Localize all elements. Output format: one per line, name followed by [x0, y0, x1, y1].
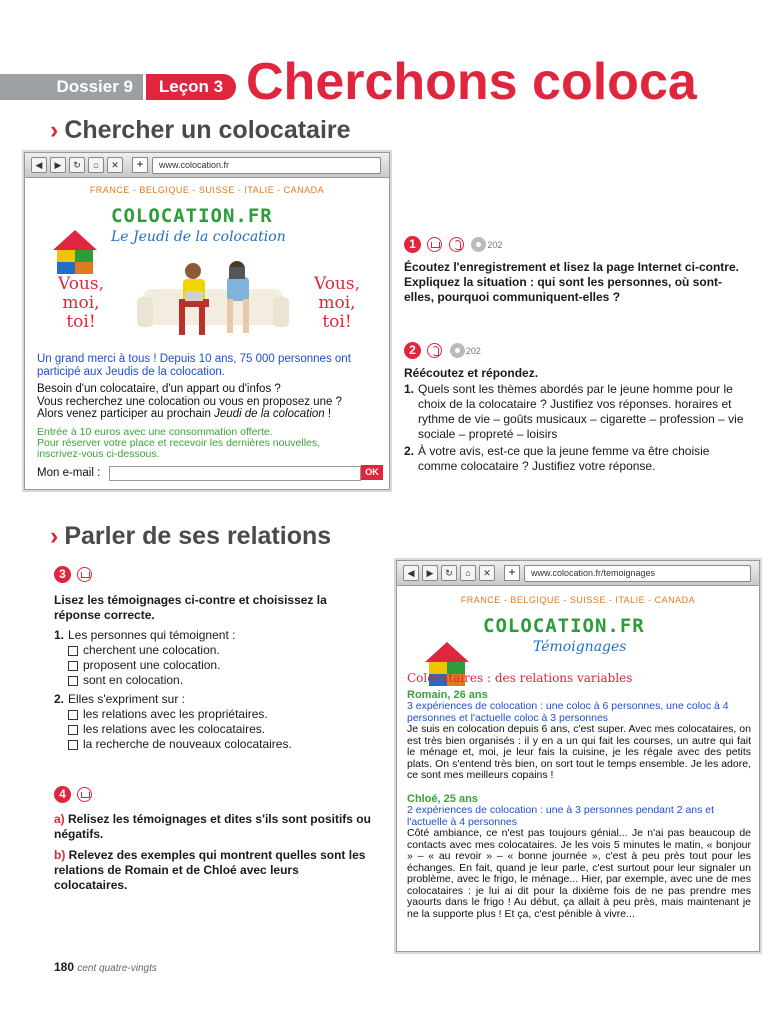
- new-tab-icon[interactable]: +: [504, 565, 520, 581]
- browser-window-colocation: [24, 152, 390, 490]
- cd-icon: [450, 343, 465, 358]
- vous-moi-toi-left: Vous, moi, toi!: [57, 274, 105, 332]
- countries-line: FRANCE - BELGIQUE - SUISSE - ITALIE - CANADA: [460, 595, 696, 605]
- testimonial-name: Chloé, 25 ans: [407, 793, 478, 805]
- lecon-label: Leçon 3: [146, 74, 236, 100]
- forward-icon[interactable]: ▶: [50, 157, 66, 173]
- activity-3-heading: Lisez les témoignages ci-contre et choisissez la réponse correcte.: [54, 593, 327, 622]
- dossier-label: Dossier 9: [0, 74, 143, 100]
- testimonial-chloe: [407, 793, 751, 920]
- reload-icon[interactable]: ↻: [69, 157, 85, 173]
- site-logo-text: COLOCATION.FR: [111, 205, 273, 227]
- home-icon[interactable]: ⌂: [460, 565, 476, 581]
- book-icon: [427, 237, 442, 252]
- testimonial-romain: [407, 689, 751, 782]
- email-input[interactable]: [109, 466, 361, 481]
- address-bar[interactable]: www.colocation.fr: [152, 157, 381, 174]
- intro-thanks-text: Un grand merci à tous ! Depuis 10 ans, 75 000 personnes ont participé aux Jeudis de la colocation.: [37, 353, 351, 378]
- book-icon: [77, 567, 92, 582]
- vous-moi-toi-right: Vous, moi, toi!: [313, 274, 361, 332]
- house-logo-icon: [51, 228, 97, 274]
- address-bar[interactable]: www.colocation.fr/temoignages: [524, 565, 751, 582]
- page-number: 180: [54, 960, 75, 974]
- cd-icon: [471, 237, 486, 252]
- activity-2-header: 2 202: [404, 342, 481, 360]
- activity-4-header: 4: [54, 786, 92, 804]
- checkbox-option[interactable]: les relations avec les propriétaires.: [54, 707, 374, 722]
- site-tagline: Le Jeudi de la colocation: [111, 229, 286, 245]
- reload-icon[interactable]: ↻: [441, 565, 457, 581]
- activity-number: 1: [404, 236, 421, 253]
- testimonial-text: Côté ambiance, ce n'est pas toujours génial... Je n'ai pas beaucoup de contacts avec mes colocataires. Je les vois 5 minutes le matin, « bonjour » – « au revoir » – « bonne journée », c'est à peu près tout pour les échanges. En fait, quand je leur parle, c'est surtout pour leur signaler un problème, avec le frigo, le ménage... Hier, par exemple, avec une de mes colocataires : je lui ai dit pour la dixième fois de ne pas prendre mes yaourts dans le frigo ! Au début, ça allait à peu près, mais maintenant je ne la supporte plus ! Et ça, c'est pénible à vivre...: [407, 827, 751, 920]
- checkbox-option[interactable]: sont en colocation.: [54, 673, 374, 688]
- section-title-chercher: › Chercher un colocataire: [50, 116, 351, 144]
- activity-4-questions: a) Relisez les témoignages et dites s'ils sont positifs ou négatifs. b) Relevez des exemples qui montrent quelles sont les relations de Romain et de Chloé avec leurs colocataires.: [54, 812, 371, 892]
- book-icon: [77, 787, 92, 802]
- ear-icon: [427, 343, 442, 358]
- activity-3-header: 3: [54, 566, 92, 584]
- ok-button[interactable]: OK: [361, 465, 383, 480]
- new-tab-icon[interactable]: +: [132, 157, 148, 173]
- browser-window-temoignages: [396, 560, 760, 952]
- ear-icon: [449, 237, 464, 252]
- browser-toolbar: [25, 153, 389, 178]
- email-label: Mon e-mail :: [37, 467, 101, 479]
- testimonial-experience: 2 expériences de colocation : une à 3 personnes pendant 2 ans et l'actuelle à 4 personnes: [407, 804, 715, 828]
- checkbox-option[interactable]: cherchent une colocation.: [54, 643, 374, 658]
- site-tagline: Témoignages: [533, 639, 627, 655]
- sofa-photo: [133, 249, 293, 341]
- activity-1-header: 1 202: [404, 236, 502, 254]
- activity-2-questions: 1. Quels sont les thèmes abordés par le jeune homme pour le choix de la colocataire ? Justifiez vos réponses. horaires et rythme de vie – goûts musicaux – cigarette – profession – vie sociale – propreté – loisirs 2. À votre avis, est-ce que la jeune femme va être choisie comme colocataire ? Justifiez votre réponse.: [404, 382, 744, 473]
- testimonial-name: Romain, 26 ans: [407, 689, 488, 701]
- testimonial-experience: 3 expériences de colocation : une coloc à 6 personnes, une coloc à 4 personnes et l'actuelle coloc à 3 personnes: [407, 700, 729, 724]
- testimonials-heading: Colocataires : des relations variables: [407, 671, 633, 685]
- checkbox-option[interactable]: les relations avec les colocataires.: [54, 722, 374, 737]
- entry-info-text: Entrée à 10 euros avec une consommation offerte. Pour réserver votre place et recevoir les dernières nouvelles, inscrivez-vous ci-dessous.: [37, 426, 321, 460]
- browser-toolbar: [397, 561, 759, 586]
- checkbox-option[interactable]: la recherche de nouveaux colocataires.: [54, 737, 374, 752]
- testimonial-text: Je suis en colocation depuis 6 ans, c'est super. Avec mes colocataires, on est très bien organisés : il y en a un qui fait les courses, un autre qui fait le ménage et, moi, je leur fais la cuisine, je les régale avec des petits plats. On s'entend très bien, on sort tout le temps ensemble. Je les adore, ce sont mes meilleurs copains !: [407, 723, 751, 781]
- home-icon[interactable]: ⌂: [88, 157, 104, 173]
- activity-3-questions: 1. Les personnes qui témoignent : cherchent une colocation. proposent une colocation. sont en colocation. 2. Elles s'expriment sur : les relations avec les propriétaires. les relations avec les colocataires. la recherche de nouveaux colocataires.: [54, 628, 374, 752]
- countries-line: FRANCE - BELGIQUE - SUISSE - ITALIE - CANADA: [89, 185, 325, 195]
- page-number-words: cent quatre-vingts: [77, 963, 157, 974]
- forward-icon[interactable]: ▶: [422, 565, 438, 581]
- activity-1-instructions: Écoutez l'enregistrement et lisez la page Internet ci-contre. Expliquez la situation : qui sont les personnes, où sont-elles, pourquoi communiquent-elles ?: [404, 260, 739, 304]
- checkbox-option[interactable]: proposent une colocation.: [54, 658, 374, 673]
- site-logo-text: COLOCATION.FR: [483, 615, 645, 637]
- call-to-action-text: Besoin d'un colocataire, d'un appart ou d'infos ? Vous recherchez une colocation ou vous en proposez une ? Alors venez participer au prochain Jeudi de la colocation !: [37, 383, 342, 420]
- chevron-right-icon: ›: [50, 116, 59, 144]
- page-title: Cherchons coloca: [246, 53, 697, 111]
- stop-icon[interactable]: ✕: [479, 565, 495, 581]
- stop-icon[interactable]: ✕: [107, 157, 123, 173]
- back-icon[interactable]: ◀: [403, 565, 419, 581]
- section-title-parler: › Parler de ses relations: [50, 522, 332, 550]
- activity-number: 2: [404, 342, 421, 359]
- back-icon[interactable]: ◀: [31, 157, 47, 173]
- activity-2-heading: Réécoutez et répondez.: [404, 366, 539, 380]
- chevron-right-icon: ›: [50, 522, 59, 550]
- page-footer: [54, 960, 157, 974]
